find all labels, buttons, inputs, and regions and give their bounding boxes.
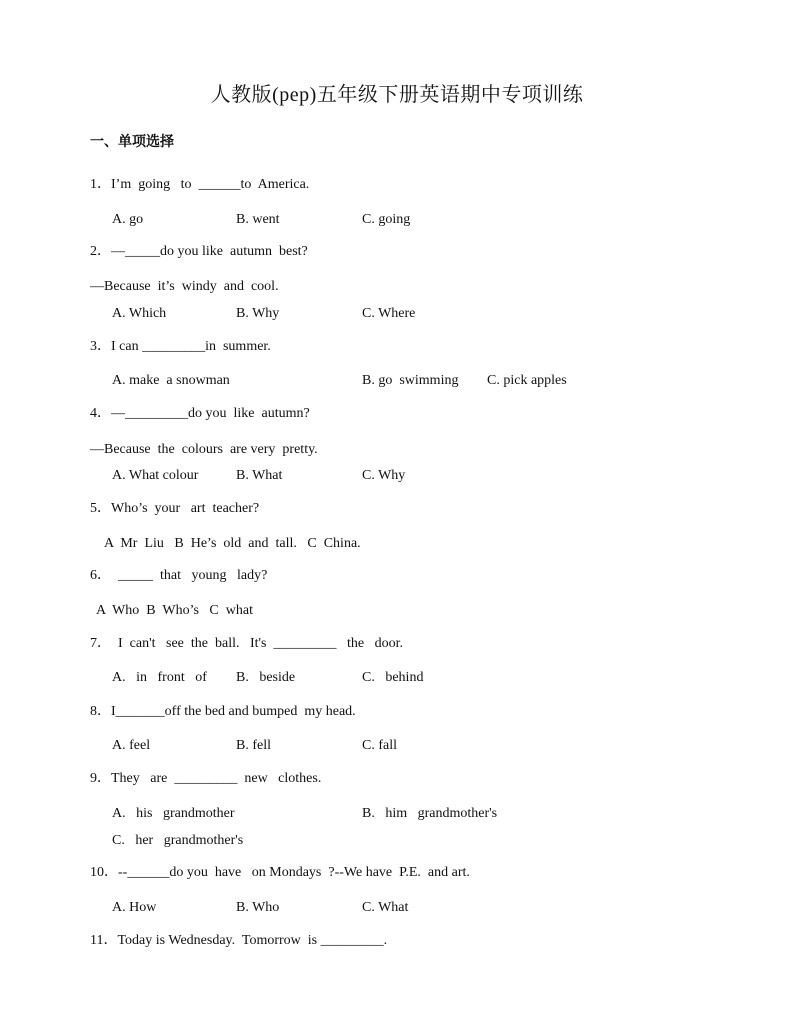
q2-option-a: A. Which: [112, 306, 167, 321]
q3-option-c: C. pick apples: [487, 373, 567, 388]
q10-option-a: A. How: [112, 900, 157, 915]
question-1: 1．I’m going to ______to America.: [90, 177, 310, 192]
q2-response: —Because it’s windy and cool.: [90, 279, 279, 294]
question-8: 8．I_______off the bed and bumped my head.: [90, 704, 356, 719]
question-3: 3．I can _________in summer.: [90, 339, 271, 354]
page-title: 人教版(pep)五年级下册英语期中专项训练: [210, 84, 584, 106]
section-heading: 一、单项选择: [90, 134, 174, 150]
question-6: 6． _____ that young lady?: [90, 568, 268, 583]
q2-option-b: B. Why: [236, 306, 280, 321]
q7-option-c: C. behind: [362, 670, 424, 685]
q10-option-b: B. Who: [236, 900, 280, 915]
q10-option-c: C. What: [362, 900, 409, 915]
q9-option-a: A. his grandmother: [112, 806, 235, 821]
question-4: 4．—_________do you like autumn?: [90, 406, 310, 421]
q3-option-b: B. go swimming: [362, 373, 459, 388]
q8-option-a: A. feel: [112, 738, 151, 753]
question-5: 5．Who’s your art teacher?: [90, 501, 260, 516]
q2-option-c: C. Where: [362, 306, 416, 321]
q3-option-a: A. make a snowman: [112, 373, 230, 388]
q9-option-b: B. him grandmother's: [362, 806, 498, 821]
question-7: 7． I can't see the ball. It's _________ the door.: [90, 636, 403, 651]
q7-option-a: A. in front of: [112, 670, 207, 685]
q8-option-b: B. fell: [236, 738, 271, 753]
question-11: 11．Today is Wednesday. Tomorrow is _________.: [90, 933, 388, 948]
q1-option-a: A. go: [112, 212, 144, 227]
q6-options: A Who B Who’s C what: [96, 603, 253, 618]
question-10: 10．--______do you have on Mondays ?--We have P.E. and art.: [90, 865, 470, 880]
q9-option-c: C. her grandmother's: [112, 833, 244, 848]
q8-option-c: C. fall: [362, 738, 397, 753]
q4-option-c: C. Why: [362, 468, 406, 483]
question-2: 2．—_____do you like autumn best?: [90, 244, 308, 259]
q4-option-b: B. What: [236, 468, 283, 483]
q4-response: —Because the colours are very pretty.: [90, 442, 318, 457]
q4-option-a: A. What colour: [112, 468, 199, 483]
q1-option-c: C. going: [362, 212, 411, 227]
question-9: 9．They are _________ new clothes.: [90, 771, 322, 786]
q5-options: A Mr Liu B He’s old and tall. C China.: [104, 536, 361, 551]
q1-option-b: B. went: [236, 212, 280, 227]
q7-option-b: B. beside: [236, 670, 296, 685]
